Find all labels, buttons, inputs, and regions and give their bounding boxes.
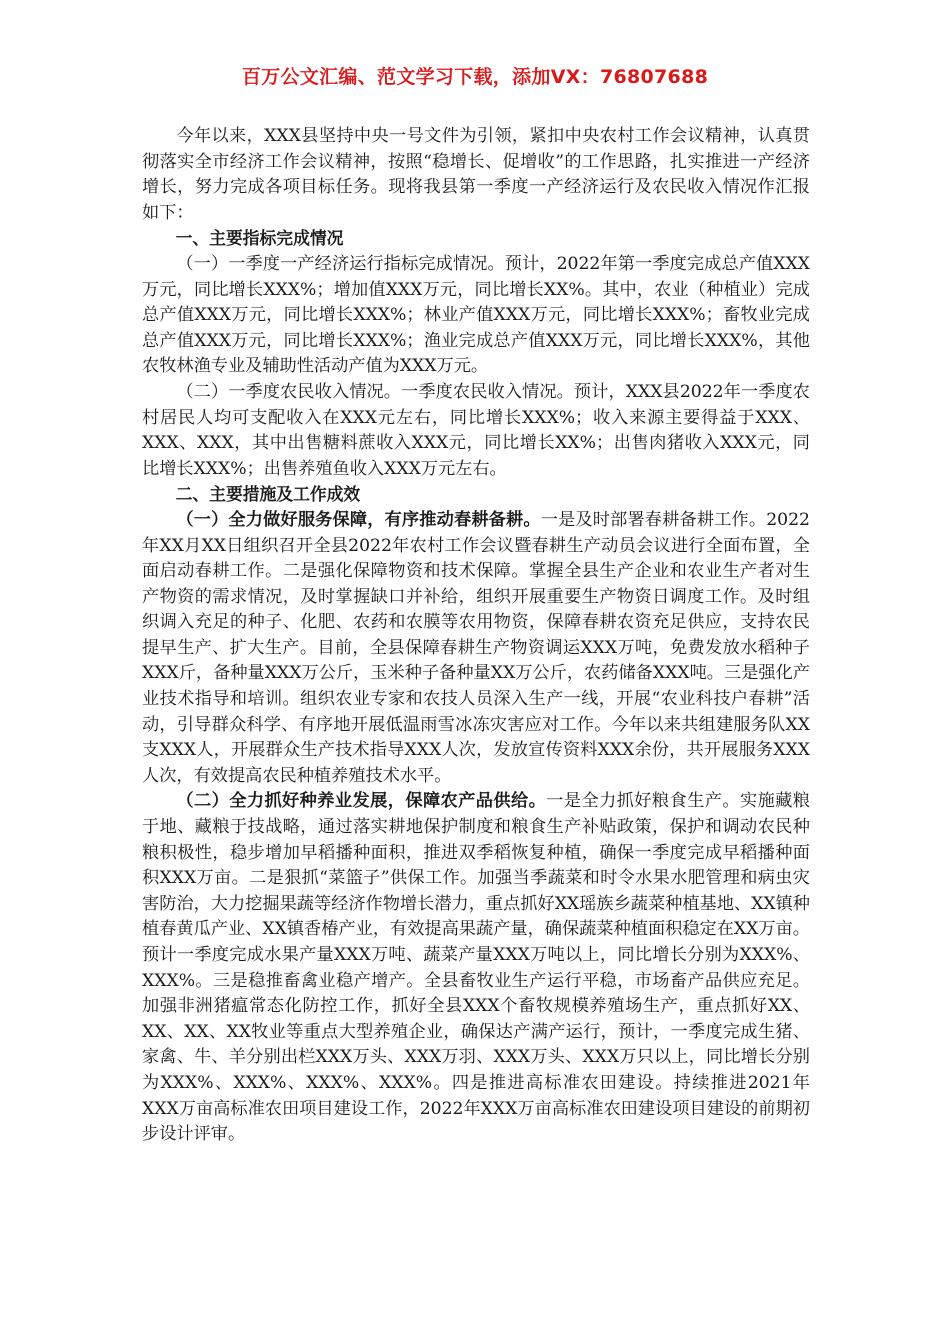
promo-banner: 百万公文汇编、范文学习下载，添加VX：76807688 xyxy=(241,66,709,88)
paragraph-lead: （一）全力做好服务保障，有序推动春耕备耕。 xyxy=(176,509,541,530)
paragraph-text: 一是及时部署春耕备耕工作。2022年XX月XX日组织召开全县2022年农村工作会议暨春耕生产动员会议进行全面布置，全面启动春耕工作。二是强化保障物资和技术保障。掌握全县生产企业和农业生产者对生产物资的需求情况，及时掌握缺口并补给，组织开展重要生产物资日调度工作。及时组织调入充足的种子、化肥、农药和农膜等农用物资，保障春耕农资充足供应，支持农民提早生产、扩大生产。目前，全县保障春耕生产物资调运XXX万吨，免费发放水稻种子XXX斤，备种量XXX万公斤，玉米种子备种量XX万公斤，农药储备XXX吨。三是强化产业技术指导和培训。组织农业专家和农技人员深入生产一线，开展“农业科技户春耕”活动，引导群众科学、有序地开展低温雨雪冰冻灾害应对工作。今年以来共组建服务队XX支XXX人，开展群众生产技术指导XXX人次，发放宣传资料XXX余份，共开展服务XXX人次，有效提高农民种植养殖技术水平。 xyxy=(142,509,810,786)
section-heading-2: 二、主要措施及工作成效 xyxy=(175,484,361,505)
paragraph-spring-farming xyxy=(142,508,810,790)
paragraph-planting-breeding xyxy=(142,789,810,1147)
section-heading-1: 一、主要指标完成情况 xyxy=(175,228,344,249)
paragraph-lead: （二）全力抓好种养业发展，保障农产品供给。 xyxy=(176,791,547,812)
paragraph-income: （二）一季度农民收入情况。一季度农民收入情况。预计，XXX县2022年一季度农村居民人均可支配收入在XXX元左右，同比增长XXX%；收入来源主要得益于XXX、XXX、XXX，其中出售糖料蔗收入XXX元，同比增长XX%；出售肉猪收入XXX元，同比增长XXX%；出售养殖鱼收入XXX万元左右。 xyxy=(142,381,810,479)
document-body xyxy=(142,124,810,1148)
paragraph-indicators: （一）一季度一产经济运行指标完成情况。预计，2022年第一季度完成总产值XXX万元，同比增长XXX%；增加值XXX万元，同比增长XX%。其中，农业（种植业）完成总产值XXX万元，同比增长XXX%；林业产值XXX万元，同比增长XXX%；畜牧业完成总产值XXX万元，同比增长XXX%；渔业完成总产值XXX万元，同比增长XXX%，其他农牧林渔专业及辅助性活动产值为XXX万元。 xyxy=(142,253,810,377)
intro-paragraph: 今年以来，XXX县坚持中央一号文件为引领，紧扣中央农村工作会议精神，认真贯彻落实全市经济工作会议精神，按照“稳增长、促增收”的工作思路，扎实推进一产经济增长，努力完成各项目标任务。现将我县第一季度一产经济运行及农民收入情况作汇报如下： xyxy=(142,126,810,223)
paragraph-text: 一是全力抓好粮食生产。实施藏粮于地、藏粮于技战略，通过落实耕地保护制度和粮食生产补贴政策，保护和调动农民种粮积极性，稳步增加早稻播种面积，推进双季稻恢复种植，确保一季度完成早稻播种面积XXX万亩。二是狠抓“菜篮子”供保工作。加强当季蔬菜和时令水果水肥管理和病虫灾害防治，大力挖掘果蔬等经济作物增长潜力，重点抓好XX瑶族乡蔬菜种植基地、XX镇种植春黄瓜产业、XX镇香椿产业，有效提高果蔬产量，确保蔬菜种植面积稳定在XX万亩。预计一季度完成水果产量XXX万吨、蔬菜产量XXX万吨以上，同比增长分别为XXX%、XXX%。三是稳推畜禽业稳产增产。全县畜牧业生产运行平稳，市场畜产品供应充足。加强非洲猪瘟常态化防控工作，抓好全县XXX个畜牧规模养殖场生产，重点抓好XX、XX、XX、XX牧业等重点大型养殖企业，确保达产满产运行，预计，一季度完成生猪、家禽、牛、羊分别出栏XXX万头、XXX万羽、XXX万头、XXX万只以上，同比增长分别为XXX%、XXX%、XXX%、XXX%。四是推进高标准农田建设。持续推进2021年XXX万亩高标准农田项目建设工作，2022年XXX万亩高标准农田建设项目建设的前期初步设计评审。 xyxy=(142,791,810,1145)
